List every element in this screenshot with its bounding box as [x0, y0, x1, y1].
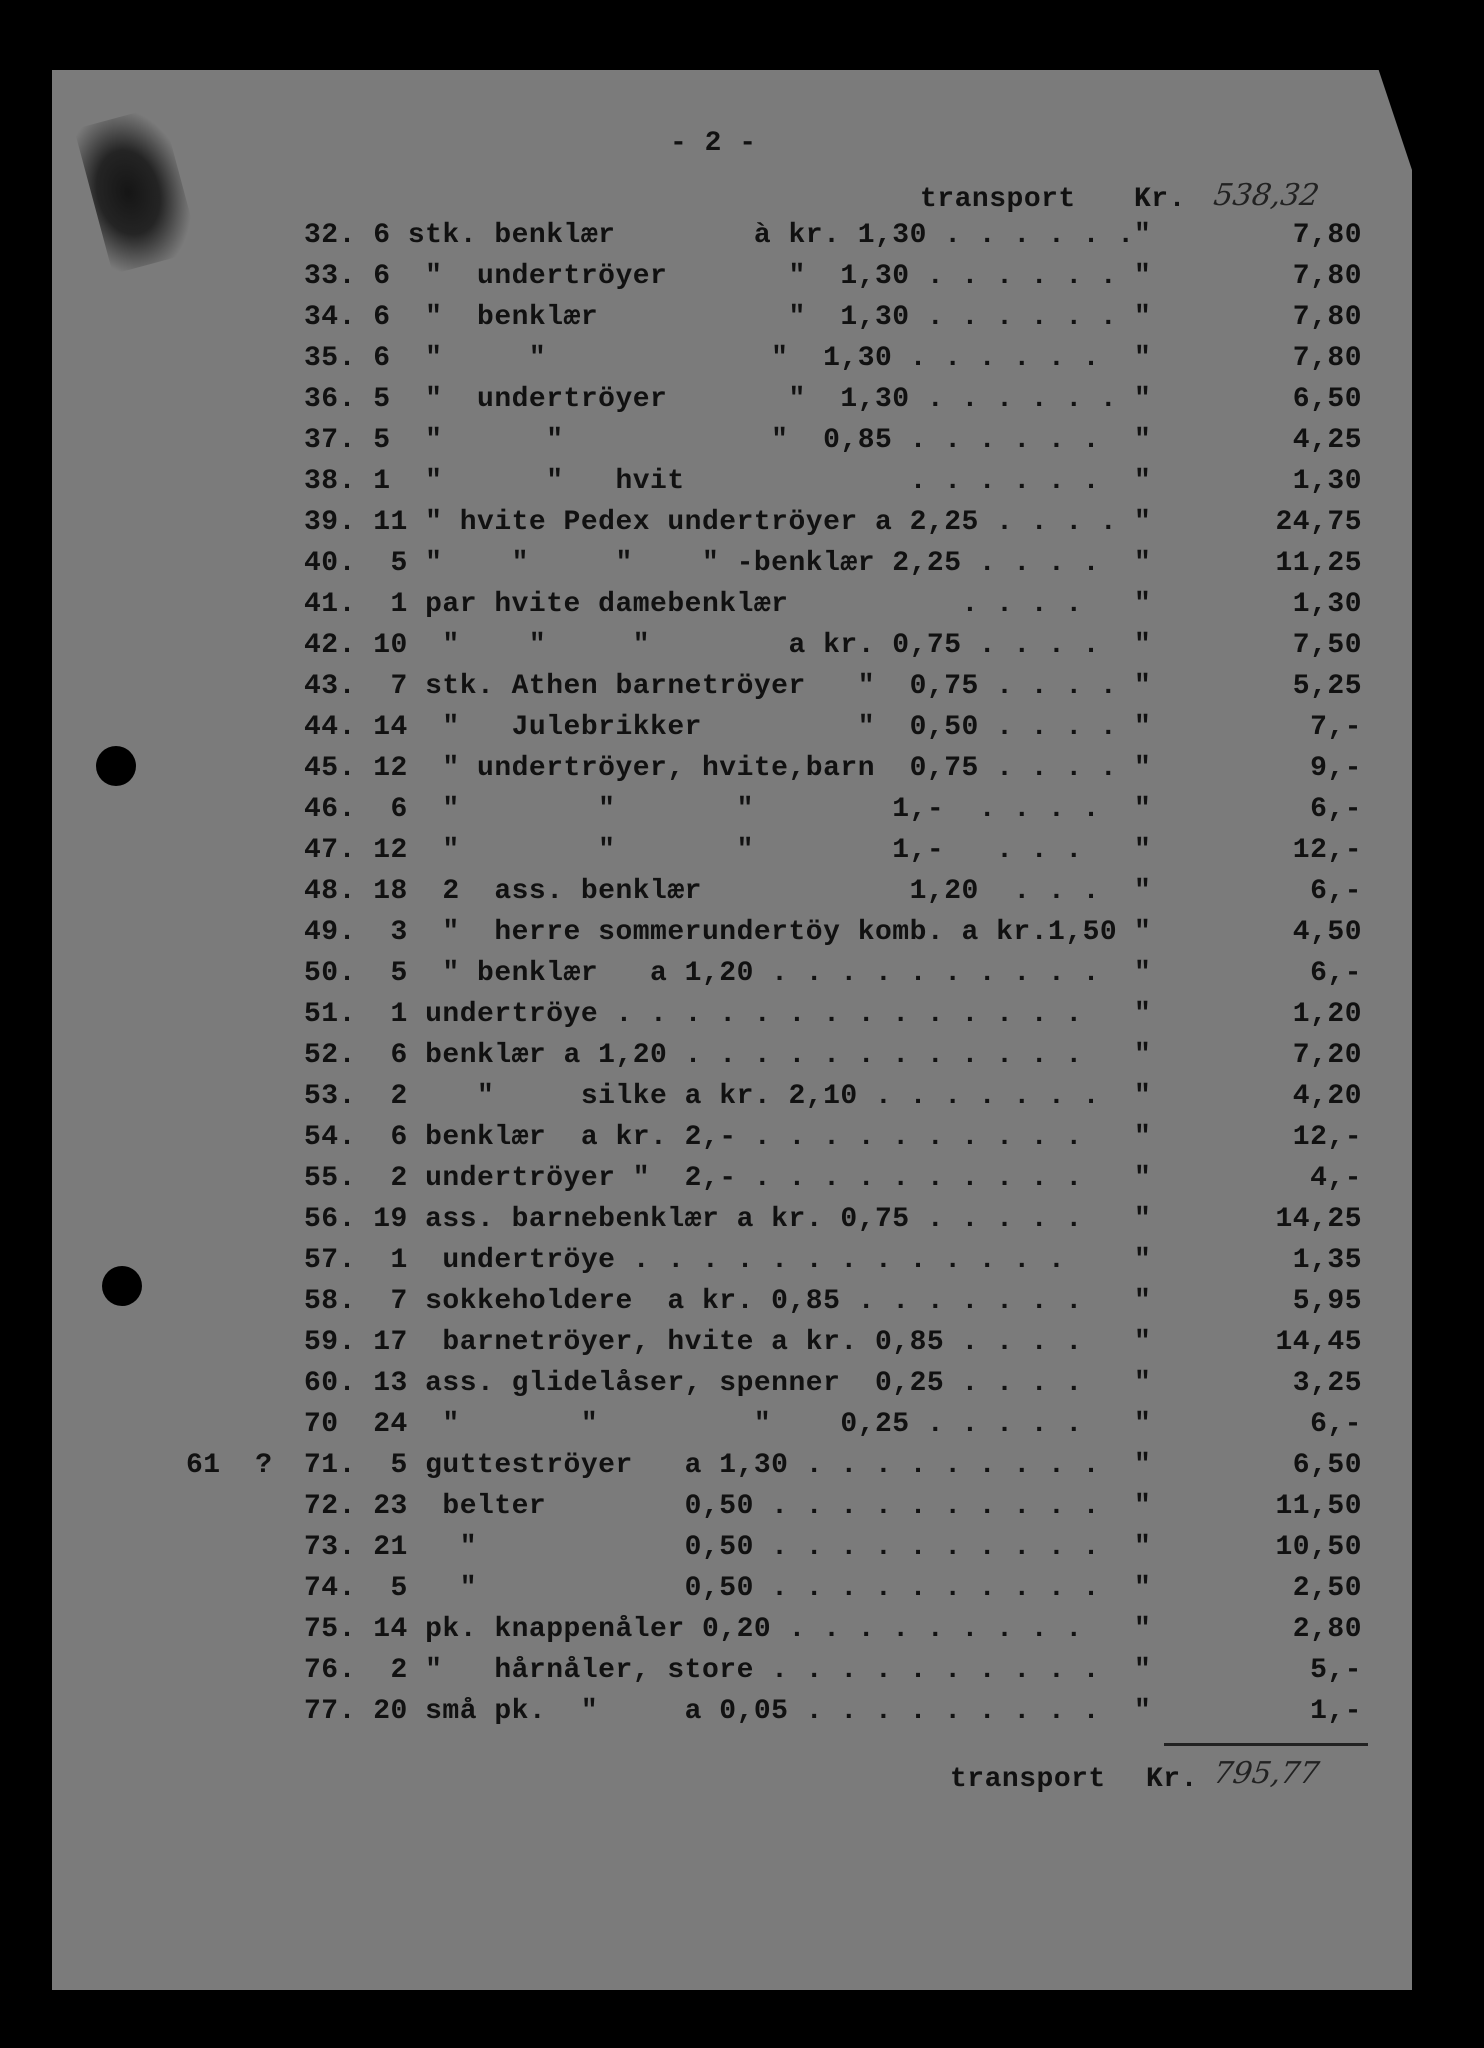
item-text: 74. 5 " 0,50 . . . . . . . . . . — [304, 1573, 1100, 1604]
ditto-mark: " — [1134, 630, 1152, 661]
header-transport-label: transport — [920, 184, 1076, 215]
item-amount: 6,- — [1310, 958, 1362, 989]
list-item — [52, 753, 1412, 793]
list-item — [52, 630, 1412, 670]
item-text: 71. 5 gutteströyer a 1,30 . . . . . . . . . — [304, 1450, 1100, 1481]
item-amount: 5,- — [1310, 1655, 1362, 1686]
item-text: 45. 12 " undertröyer, hvite,barn 0,75 . . . . — [304, 753, 1118, 784]
item-text: 43. 7 stk. Athen barnetröyer " 0,75 . . . . — [304, 671, 1118, 702]
item-amount: 6,- — [1310, 794, 1362, 825]
item-amount: 6,50 — [1292, 1450, 1362, 1481]
ditto-mark: " — [1134, 507, 1152, 538]
item-text: 40. 5 " " " " -benklær 2,25 . . . . — [304, 548, 1100, 579]
ditto-mark: " — [1134, 1368, 1152, 1399]
item-text: 38. 1 " " hvit . . . . . . — [304, 466, 1100, 497]
item-amount: 1,- — [1310, 1696, 1362, 1727]
item-amount: 4,- — [1310, 1163, 1362, 1194]
item-text: 51. 1 undertröye . . . . . . . . . . . . . . — [304, 999, 1083, 1030]
list-item — [52, 999, 1412, 1039]
list-item — [52, 425, 1412, 465]
ditto-mark: " — [1134, 302, 1152, 333]
list-item — [52, 794, 1412, 834]
item-amount: 14,25 — [1275, 1204, 1362, 1235]
item-text: 33. 6 " undertröyer " 1,30 . . . . . . — [304, 261, 1118, 292]
ditto-mark: " — [1134, 1040, 1152, 1071]
item-amount: 3,25 — [1292, 1368, 1362, 1399]
list-item — [52, 1122, 1412, 1162]
list-item — [52, 958, 1412, 998]
ditto-mark: " — [1134, 753, 1152, 784]
item-text: 75. 14 pk. knappenåler 0,20 . . . . . . . . . — [304, 1614, 1083, 1645]
ditto-mark: " — [1134, 261, 1152, 292]
item-amount: 2,50 — [1292, 1573, 1362, 1604]
item-text: 35. 6 " " " 1,30 . . . . . . — [304, 343, 1100, 374]
item-text: 49. 3 " herre sommerundertöy komb. a kr.1,50 — [304, 917, 1118, 948]
list-item — [52, 1081, 1412, 1121]
item-text: 54. 6 benklær a kr. 2,- . . . . . . . . . . — [304, 1122, 1083, 1153]
item-text: 70 24 " " " 0,25 . . . . . — [304, 1409, 1083, 1440]
item-amount: 6,- — [1310, 1409, 1362, 1440]
item-amount: 12,- — [1292, 835, 1362, 866]
item-text: 48. 18 2 ass. benklær 1,20 . . . — [304, 876, 1100, 907]
item-amount: 4,25 — [1292, 425, 1362, 456]
ditto-mark: " — [1134, 1655, 1152, 1686]
list-item — [52, 1327, 1412, 1367]
list-item — [52, 835, 1412, 875]
ditto-mark: " — [1134, 1204, 1152, 1235]
list-item — [52, 1409, 1412, 1449]
list-item — [52, 1655, 1412, 1695]
ditto-mark: " — [1134, 384, 1152, 415]
ditto-mark: " — [1134, 1450, 1152, 1481]
margin-note: 61 ? — [186, 1450, 273, 1481]
ditto-mark: " — [1134, 1245, 1152, 1276]
item-text: 34. 6 " benklær " 1,30 . . . . . . — [304, 302, 1118, 333]
item-text: 77. 20 små pk. " a 0,05 . . . . . . . . . — [304, 1696, 1100, 1727]
list-item — [52, 1163, 1412, 1203]
list-item — [52, 466, 1412, 506]
ditto-mark: " — [1134, 1081, 1152, 1112]
ditto-mark: " — [1134, 999, 1152, 1030]
ditto-mark: " — [1134, 876, 1152, 907]
item-amount: 24,75 — [1275, 507, 1362, 538]
item-text: 72. 23 belter 0,50 . . . . . . . . . . — [304, 1491, 1100, 1522]
footer-handwritten-total: 795,77 — [1211, 1756, 1322, 1791]
total-underline — [1164, 1743, 1368, 1746]
footer-currency: Kr. — [1146, 1764, 1198, 1795]
ditto-mark: " — [1134, 1122, 1152, 1153]
item-amount: 1,30 — [1292, 589, 1362, 620]
document-page — [52, 70, 1412, 1990]
item-text: 41. 1 par hvite damebenklær . . . . — [304, 589, 1083, 620]
list-item — [52, 1573, 1412, 1613]
item-text: 46. 6 " " " 1,- . . . . — [304, 794, 1100, 825]
ditto-mark: " — [1134, 220, 1152, 251]
ditto-mark: " — [1134, 712, 1152, 743]
item-amount: 11,25 — [1275, 548, 1362, 579]
item-amount: 6,- — [1310, 876, 1362, 907]
item-amount: 7,80 — [1292, 261, 1362, 292]
ditto-mark: " — [1134, 671, 1152, 702]
ditto-mark: " — [1134, 466, 1152, 497]
item-amount: 9,- — [1310, 753, 1362, 784]
ditto-mark: " — [1134, 1409, 1152, 1440]
list-item — [52, 261, 1412, 301]
ditto-mark: " — [1134, 1491, 1152, 1522]
ditto-mark: " — [1134, 917, 1152, 948]
list-item — [52, 917, 1412, 957]
list-item — [52, 220, 1412, 260]
ditto-mark: " — [1134, 958, 1152, 989]
ditto-mark: " — [1134, 1163, 1152, 1194]
item-amount: 5,95 — [1292, 1286, 1362, 1317]
ditto-mark: " — [1134, 589, 1152, 620]
ditto-mark: " — [1134, 1286, 1152, 1317]
list-item — [52, 1532, 1412, 1572]
list-item — [52, 1286, 1412, 1326]
list-item — [52, 712, 1412, 752]
item-amount: 4,50 — [1292, 917, 1362, 948]
item-text: 32. 6 stk. benklær à kr. 1,30 . . . . . . — [304, 220, 1135, 251]
item-amount: 7,20 — [1292, 1040, 1362, 1071]
item-text: 60. 13 ass. glidelåser, spenner 0,25 . . . . — [304, 1368, 1083, 1399]
item-text: 56. 19 ass. barnebenklær a kr. 0,75 . . . . . — [304, 1204, 1083, 1235]
item-text: 76. 2 " hårnåler, store . . . . . . . . . . — [304, 1655, 1100, 1686]
list-item — [52, 589, 1412, 629]
item-text: 42. 10 " " " a kr. 0,75 . . . . — [304, 630, 1100, 661]
item-amount: 7,80 — [1292, 302, 1362, 333]
item-amount: 1,35 — [1292, 1245, 1362, 1276]
item-amount: 10,50 — [1275, 1532, 1362, 1563]
header-handwritten-total: 538,32 — [1211, 178, 1322, 213]
list-item — [52, 507, 1412, 547]
item-text: 57. 1 undertröye . . . . . . . . . . . . . — [304, 1245, 1066, 1276]
header-currency: Kr. — [1134, 184, 1186, 215]
item-text: 47. 12 " " " 1,- . . . — [304, 835, 1083, 866]
item-text: 39. 11 " hvite Pedex undertröyer a 2,25 . . . . — [304, 507, 1118, 538]
item-text: 44. 14 " Julebrikker " 0,50 . . . . — [304, 712, 1118, 743]
item-amount: 14,45 — [1275, 1327, 1362, 1358]
list-item — [52, 1368, 1412, 1408]
page-number: - 2 - — [670, 128, 757, 159]
list-item — [52, 1040, 1412, 1080]
ditto-mark: " — [1134, 835, 1152, 866]
ditto-mark: " — [1134, 1532, 1152, 1563]
item-amount: 11,50 — [1275, 1491, 1362, 1522]
list-item — [52, 1614, 1412, 1654]
page-corner — [1376, 62, 1416, 182]
ditto-mark: " — [1134, 1696, 1152, 1727]
item-text: 52. 6 benklær a 1,20 . . . . . . . . . . . . — [304, 1040, 1083, 1071]
item-text: 37. 5 " " " 0,85 . . . . . . — [304, 425, 1100, 456]
item-amount: 12,- — [1292, 1122, 1362, 1153]
item-amount: 7,50 — [1292, 630, 1362, 661]
item-amount: 1,20 — [1292, 999, 1362, 1030]
list-item — [52, 343, 1412, 383]
item-text: 58. 7 sokkeholdere a kr. 0,85 . . . . . . . — [304, 1286, 1083, 1317]
ditto-mark: " — [1134, 794, 1152, 825]
list-item — [52, 876, 1412, 916]
item-amount: 1,30 — [1292, 466, 1362, 497]
item-text: 59. 17 barnetröyer, hvite a kr. 0,85 . . . . — [304, 1327, 1083, 1358]
footer-transport-label: transport — [950, 1764, 1106, 1795]
list-item — [52, 1204, 1412, 1244]
list-item — [52, 302, 1412, 342]
item-amount: 7,80 — [1292, 220, 1362, 251]
list-item — [52, 1245, 1412, 1285]
list-item — [52, 1491, 1412, 1531]
ditto-mark: " — [1134, 1614, 1152, 1645]
item-amount: 6,50 — [1292, 384, 1362, 415]
item-text: 53. 2 " silke a kr. 2,10 . . . . . . . — [304, 1081, 1100, 1112]
item-text: 73. 21 " 0,50 . . . . . . . . . . — [304, 1532, 1100, 1563]
list-item — [52, 548, 1412, 588]
list-item — [52, 384, 1412, 424]
ditto-mark: " — [1134, 548, 1152, 579]
list-item — [52, 1696, 1412, 1736]
item-amount: 4,20 — [1292, 1081, 1362, 1112]
ditto-mark: " — [1134, 1327, 1152, 1358]
list-item — [52, 671, 1412, 711]
item-amount: 5,25 — [1292, 671, 1362, 702]
item-text: 50. 5 " benklær a 1,20 . . . . . . . . . . — [304, 958, 1100, 989]
item-amount: 7,- — [1310, 712, 1362, 743]
item-text: 55. 2 undertröyer " 2,- . . . . . . . . . . — [304, 1163, 1083, 1194]
ditto-mark: " — [1134, 343, 1152, 374]
item-text: 36. 5 " undertröyer " 1,30 . . . . . . — [304, 384, 1118, 415]
ditto-mark: " — [1134, 1573, 1152, 1604]
ditto-mark: " — [1134, 425, 1152, 456]
item-amount: 2,80 — [1292, 1614, 1362, 1645]
item-amount: 7,80 — [1292, 343, 1362, 374]
